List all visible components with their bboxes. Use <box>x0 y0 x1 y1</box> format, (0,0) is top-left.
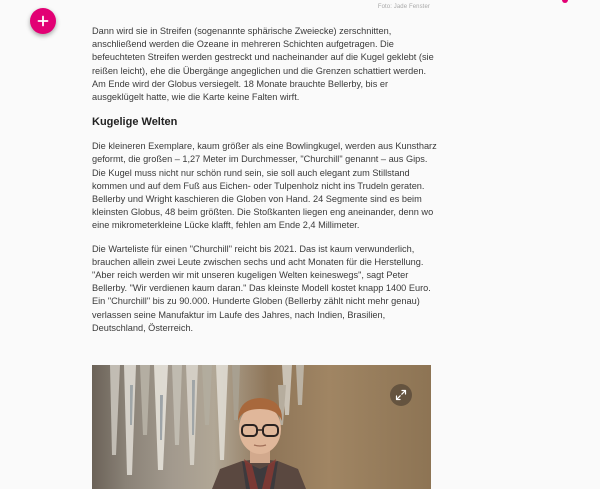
section-heading: Kugelige Welten <box>92 116 178 129</box>
scroll-indicator <box>562 0 568 3</box>
photo-credit: Foto: Jade Fenster <box>377 4 430 10</box>
add-button[interactable] <box>30 8 56 34</box>
article-paragraph: Dann wird sie in Streifen (sogenannte sphärische Zweiecke) zerschnitten, anschließend werden die Ozeane in mehreren Schichten aufgetragen. Die befeuchteten Streifen werden gestreckt und nacheinander auf die Kugel geklebt (sie reißen leicht), ehe die Übergänge angeglichen und die Grenzen schattiert werden. Am Ende wird der Globus versiegelt. 18 Monate brauchte Bellerby, bis er ausgeklügelt hatte, wie die Karte keine Falten wirft. <box>92 26 434 103</box>
article-photo[interactable] <box>92 365 431 489</box>
article-body <box>92 25 437 345</box>
article-paragraph: Die kleineren Exemplare, kaum größer als eine Bowlingkugel, werden aus Kunstharz geformt, die großen – 1,27 Meter im Durchmesser, "Churchill" genannt – aus Gips. Die Kugel muss nicht nur schön rund sein, sie soll auch elegant zum Stillstand kommen und auf dem Fuß aus Eichen- oder Tulpenholz nicht ins Trudeln geraten. Bellerby und Wright kaschieren die Globen von Hand. 24 Segmente sind es beim kleinsten Globus, 48 beim größten. Die Stoßkanten liegen eng aneinander, denn wo eine mikrometerkleine Lücke klafft, fehlen am Ende 2,4 Millimeter. <box>92 141 437 231</box>
plus-icon <box>37 15 49 27</box>
expand-photo-button[interactable] <box>390 384 412 406</box>
photo-illustration <box>92 365 431 489</box>
person-figure <box>212 398 306 489</box>
article-paragraph: Die Warteliste für einen "Churchill" reicht bis 2021. Das ist kaum verwunderlich, brauchen allein zwei Leute zwischen sechs und acht Monaten für die Herstellung. "Aber reich werden wir mit unseren kugeligen Welten keineswegs", sagt Peter Bellerby. "Wir verdienen kaum daran." Das kleinste Modell kostet knapp 1400 Euro. Ein "Churchill" bis zu 90.000. Hunderte Globen (Bellerby zählt nicht mehr genau) verlassen seine Manufaktur im Laufe des Jahres, nach Indien, Brasilien, Deutschland, Österreich. <box>92 243 431 333</box>
expand-icon <box>395 389 407 401</box>
